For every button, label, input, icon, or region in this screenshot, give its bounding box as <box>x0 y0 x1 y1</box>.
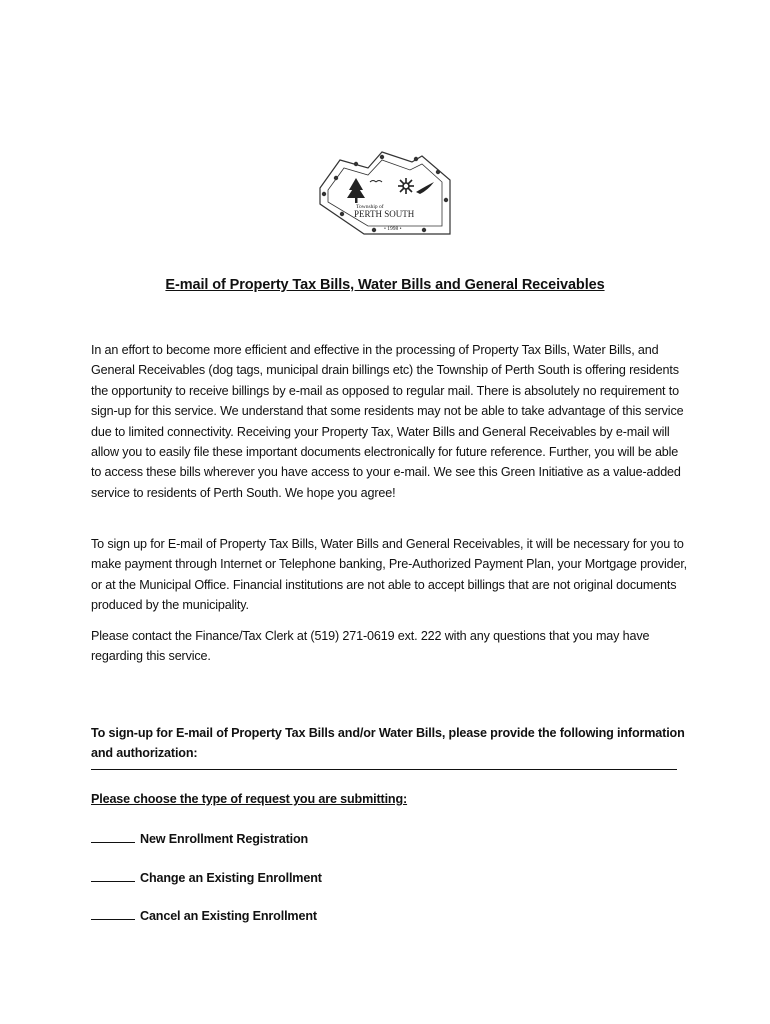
svg-text:• 1998 •: • 1998 • <box>384 226 402 232</box>
option-cancel-enrollment[interactable] <box>91 907 317 923</box>
option-new-enrollment[interactable] <box>91 830 308 846</box>
option-blank-line[interactable] <box>91 830 135 843</box>
request-type-heading: Please choose the type of request you are submitting: <box>91 792 408 806</box>
svg-text:PERTH SOUTH: PERTH SOUTH <box>354 209 415 219</box>
option-label: Cancel an Existing Enrollment <box>140 909 317 923</box>
intro-paragraph: In an effort to become more efficient and effective in the processing of Property Tax Bills, Water Bills, and General Receivables (dog tags, municipal drain billings etc) the Township of Perth South is offering residents the opportunity to receive billings by e-mail as opposed to regular mail. There is absolutely no requirement to sign-up for this service. We understand that some residents may not be able to take advantage of this service due to limited connectivity. Receiving your Property Tax, Water Bills and General Receivables by e-mail will allow you to easily file these important documents electronically for future reference. Further, you will be able to access these bills wherever you have access to your e-mail. We see this Green Initiative as a value-added service to residents of Perth South. We hope you agree! <box>91 343 684 500</box>
option-blank-line[interactable] <box>91 869 135 882</box>
svg-text:Township of: Township of <box>356 204 384 210</box>
flower-icon <box>398 178 414 194</box>
document-title: E-mail of Property Tax Bills, Water Bills and General Receivables <box>165 277 605 293</box>
township-logo <box>316 148 452 236</box>
payment-paragraph: To sign up for E-mail of Property Tax Bills, Water Bills and General Receivables, it will be necessary for you to make payment through Internet or Telephone banking, Pre-Authorized Payment Plan, your Mortgage provider, or at the Municipal Office. Financial institutions are not able to accept billings that are not original documents produced by the municipality. <box>91 537 688 613</box>
signup-heading: To sign-up for E-mail of Property Tax Bills and/or Water Bills, please provide the following information and authorization: <box>91 726 685 761</box>
option-label: Change an Existing Enrollment <box>140 871 322 885</box>
tree-icon <box>347 178 365 203</box>
option-change-enrollment[interactable] <box>91 869 322 885</box>
option-blank-line[interactable] <box>91 907 135 920</box>
divider-line <box>91 769 677 770</box>
bird-icon <box>416 182 434 194</box>
contact-paragraph: Please contact the Finance/Tax Clerk at (519) 271-0619 ext. 222 with any questions that you may have regarding this service. <box>91 629 650 664</box>
option-label: New Enrollment Registration <box>140 832 309 846</box>
